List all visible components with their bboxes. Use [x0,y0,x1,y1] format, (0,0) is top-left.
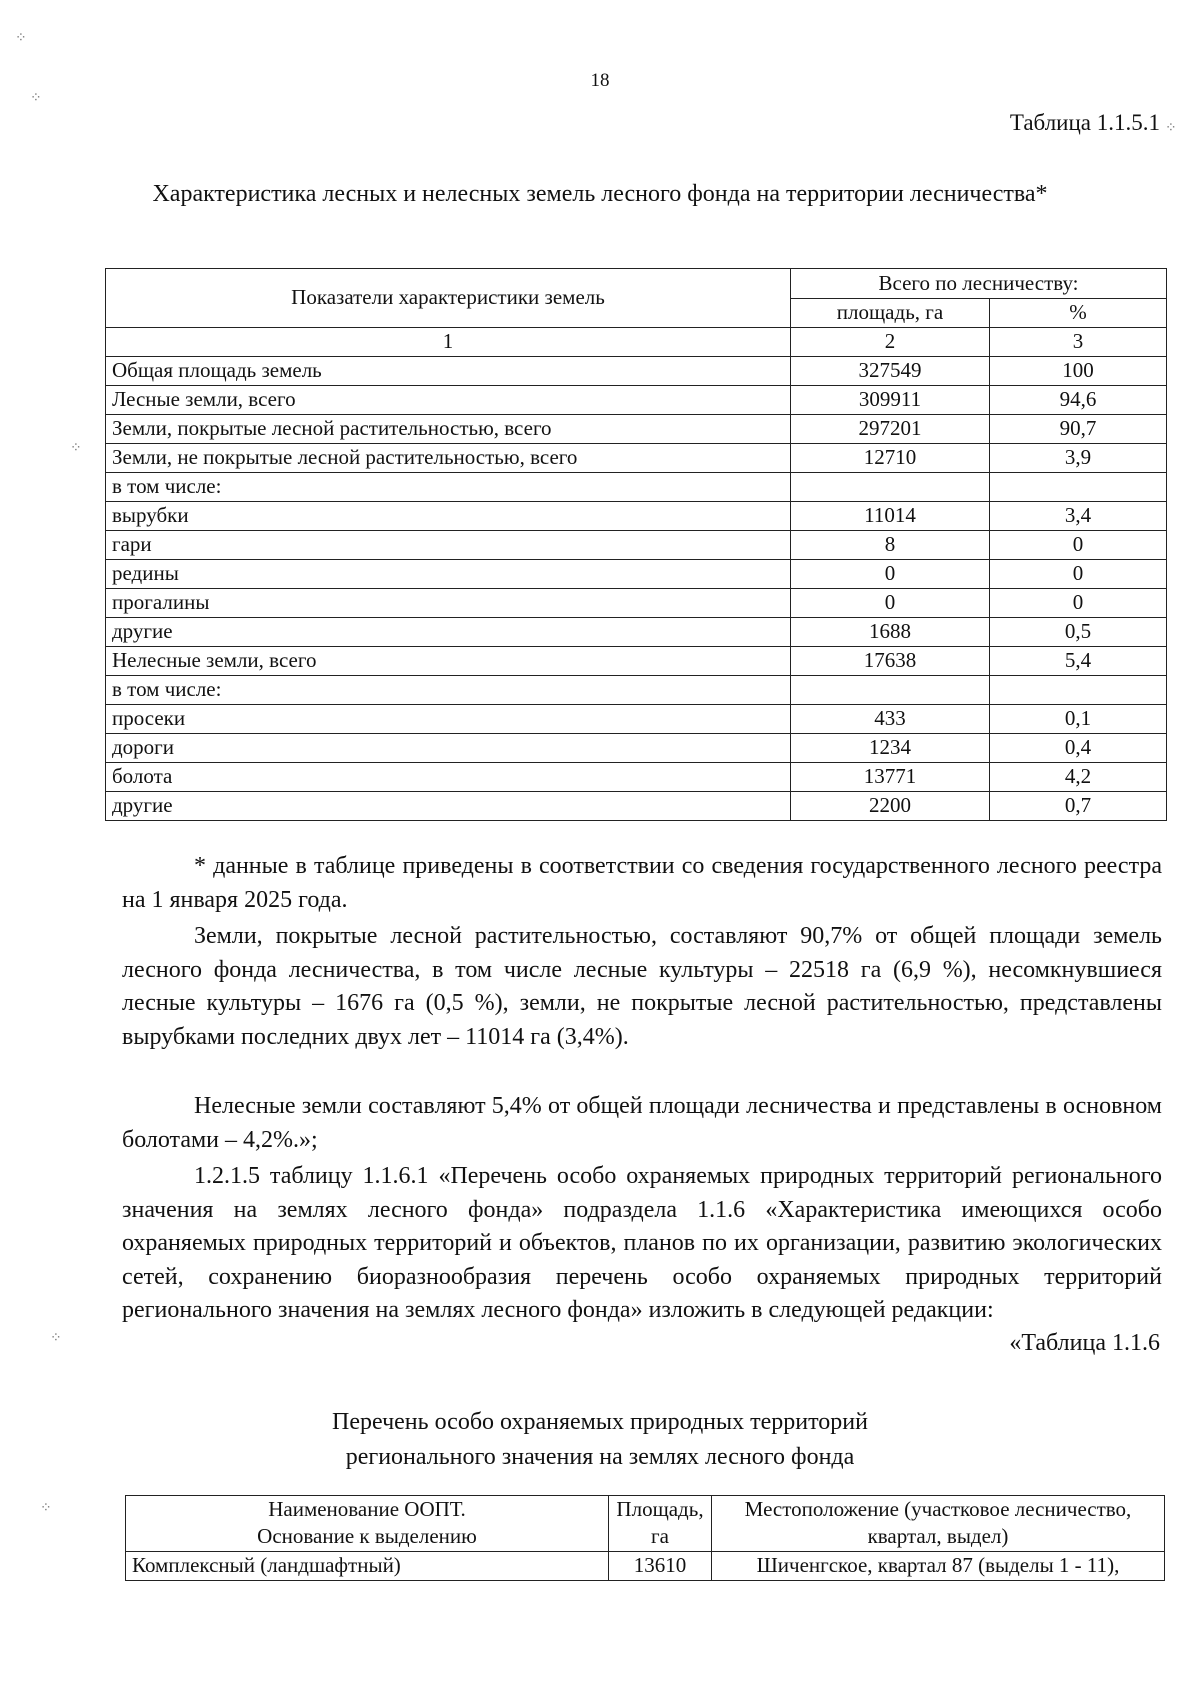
row-name: другие [106,792,791,821]
row-area: 11014 [791,502,990,531]
row-area: 297201 [791,415,990,444]
scan-speck: ⁘ [1165,121,1177,136]
table-row [106,734,1167,763]
row-area: 2200 [791,792,990,821]
row-area: 1688 [791,618,990,647]
header-total: Всего по лесничеству: [791,269,1167,299]
table2-title-line: Перечень особо охраняемых природных территорий [332,1409,868,1435]
row-name: редины [106,560,791,589]
header-area [609,1496,712,1552]
header-name [126,1496,609,1552]
row-name: другие [106,618,791,647]
header-location-line: Местоположение (участковое лесничество, [744,1497,1132,1521]
table-row [106,589,1167,618]
column-number: 1 [106,328,791,357]
scan-speck: ⁘ [70,441,82,456]
table-header-row [126,1496,1165,1552]
table-header-row [106,269,1167,299]
row-name: в том числе: [106,473,791,502]
header-location-line: квартал, выдел) [867,1524,1009,1549]
table-row [106,357,1167,386]
table-row [106,560,1167,589]
header-name-line: Наименование ООПТ. [268,1497,466,1521]
paragraph: 1.2.1.5 таблицу 1.1.6.1 «Перечень особо охраняемых природных территорий регионального значения на землях лесного фонда» подраздела 1.1.6 «Характеристика имеющихся особо охраняемых природных территорий и объектов, планов по их организации, развитию экологических сетей, сохранению биоразнообразия перечень особо охраняемых природных территорий регионального значения на землях лесного фонда» изложить в следующей редакции: [122,1163,1162,1324]
protected-areas-table [125,1495,1165,1581]
row-percent [990,473,1167,502]
row-name: прогалины [106,589,791,618]
row-name: просеки [106,705,791,734]
row-name: Нелесные земли, всего [106,647,791,676]
scan-speck: ⁘ [40,1501,52,1516]
row-percent: 3,4 [990,502,1167,531]
paragraph: Земли, покрытые лесной растительностью, составляют 90,7% от общей площади земель лесного фонда лесничества, в том числе лесные культуры – 22518 га (6,9 %), несомкнувшиеся лесные культуры – 1676 га (0,5 %), земли, не покрытые лесной растительностью, представлены вырубками последних двух лет – 11014 га (3,4%). [122,923,1162,1050]
row-name: болота [106,763,791,792]
table2-caption: «Таблица 1.1.6 [1009,1330,1160,1356]
row-percent: 0,4 [990,734,1167,763]
table-row [106,618,1167,647]
row-percent: 0,5 [990,618,1167,647]
header-name-line: Основание к выделению [257,1524,477,1549]
land-characteristics-table [105,268,1167,821]
row-percent: 0 [990,531,1167,560]
row-name: гари [106,531,791,560]
row-area: 13610 [609,1551,712,1580]
table-row [106,676,1167,705]
row-area: 13771 [791,763,990,792]
header-percent: % [990,298,1167,328]
row-name: дороги [106,734,791,763]
table-row [126,1551,1165,1580]
row-area: 0 [791,560,990,589]
table-row [106,705,1167,734]
row-area: 17638 [791,647,990,676]
page-number: 18 [590,70,610,91]
header-location [712,1496,1165,1552]
row-area: 0 [791,589,990,618]
row-name: вырубки [106,502,791,531]
row-area: 309911 [791,386,990,415]
header-area-line: Площадь, [616,1497,704,1521]
row-percent: 0 [990,589,1167,618]
row-area: 1234 [791,734,990,763]
row-location: Шиченгское, квартал 87 (выделы 1 - 11), [712,1551,1165,1580]
row-area: 8 [791,531,990,560]
table-row [106,792,1167,821]
row-name: Общая площадь земель [106,357,791,386]
row-area: 433 [791,705,990,734]
row-percent: 3,9 [990,444,1167,473]
column-number: 3 [990,328,1167,357]
footnote: * данные в таблице приведены в соответствии со сведения государственного лесного реестра на 1 января 2025 года. [122,853,1162,913]
table-row [106,502,1167,531]
table-row [106,415,1167,444]
scan-speck: ⁘ [50,1331,62,1346]
table2-title-line: регионального значения на землях лесного фонда [345,1443,855,1470]
row-percent: 0,7 [990,792,1167,821]
row-area: 327549 [791,357,990,386]
table-row [106,647,1167,676]
row-area [791,473,990,502]
table-row [106,444,1167,473]
header-area: площадь, га [791,298,990,328]
table-row [106,531,1167,560]
scan-speck: ⁘ [15,31,27,46]
row-name: Земли, не покрытые лесной растительностью, всего [106,444,791,473]
row-percent [990,676,1167,705]
table-row [106,386,1167,415]
table-row [106,763,1167,792]
row-area [791,676,990,705]
table-row [106,473,1167,502]
paragraph: Нелесные земли составляют 5,4% от общей площади лесничества и представлены в основном болотами – 4,2%.»; [122,1093,1162,1153]
row-percent: 0 [990,560,1167,589]
row-percent: 4,2 [990,763,1167,792]
row-name: Лесные земли, всего [106,386,791,415]
table-title: Характеристика лесных и нелесных земель лесного фонда на территории лесничества* [152,181,1048,207]
row-name: Земли, покрытые лесной растительностью, всего [106,415,791,444]
row-percent: 90,7 [990,415,1167,444]
header-indicators: Показатели характеристики земель [106,269,791,328]
row-name: Комплексный (ландшафтный) [126,1551,609,1580]
row-area: 12710 [791,444,990,473]
row-name: в том числе: [106,676,791,705]
column-number-row [106,328,1167,357]
row-percent: 100 [990,357,1167,386]
column-number: 2 [791,328,990,357]
table2-title [150,1405,1050,1475]
header-area-line: га [651,1524,669,1549]
scan-speck: ⁘ [30,91,42,106]
table-caption: Таблица 1.1.5.1 [1009,110,1160,135]
row-percent: 0,1 [990,705,1167,734]
row-percent: 5,4 [990,647,1167,676]
row-percent: 94,6 [990,386,1167,415]
